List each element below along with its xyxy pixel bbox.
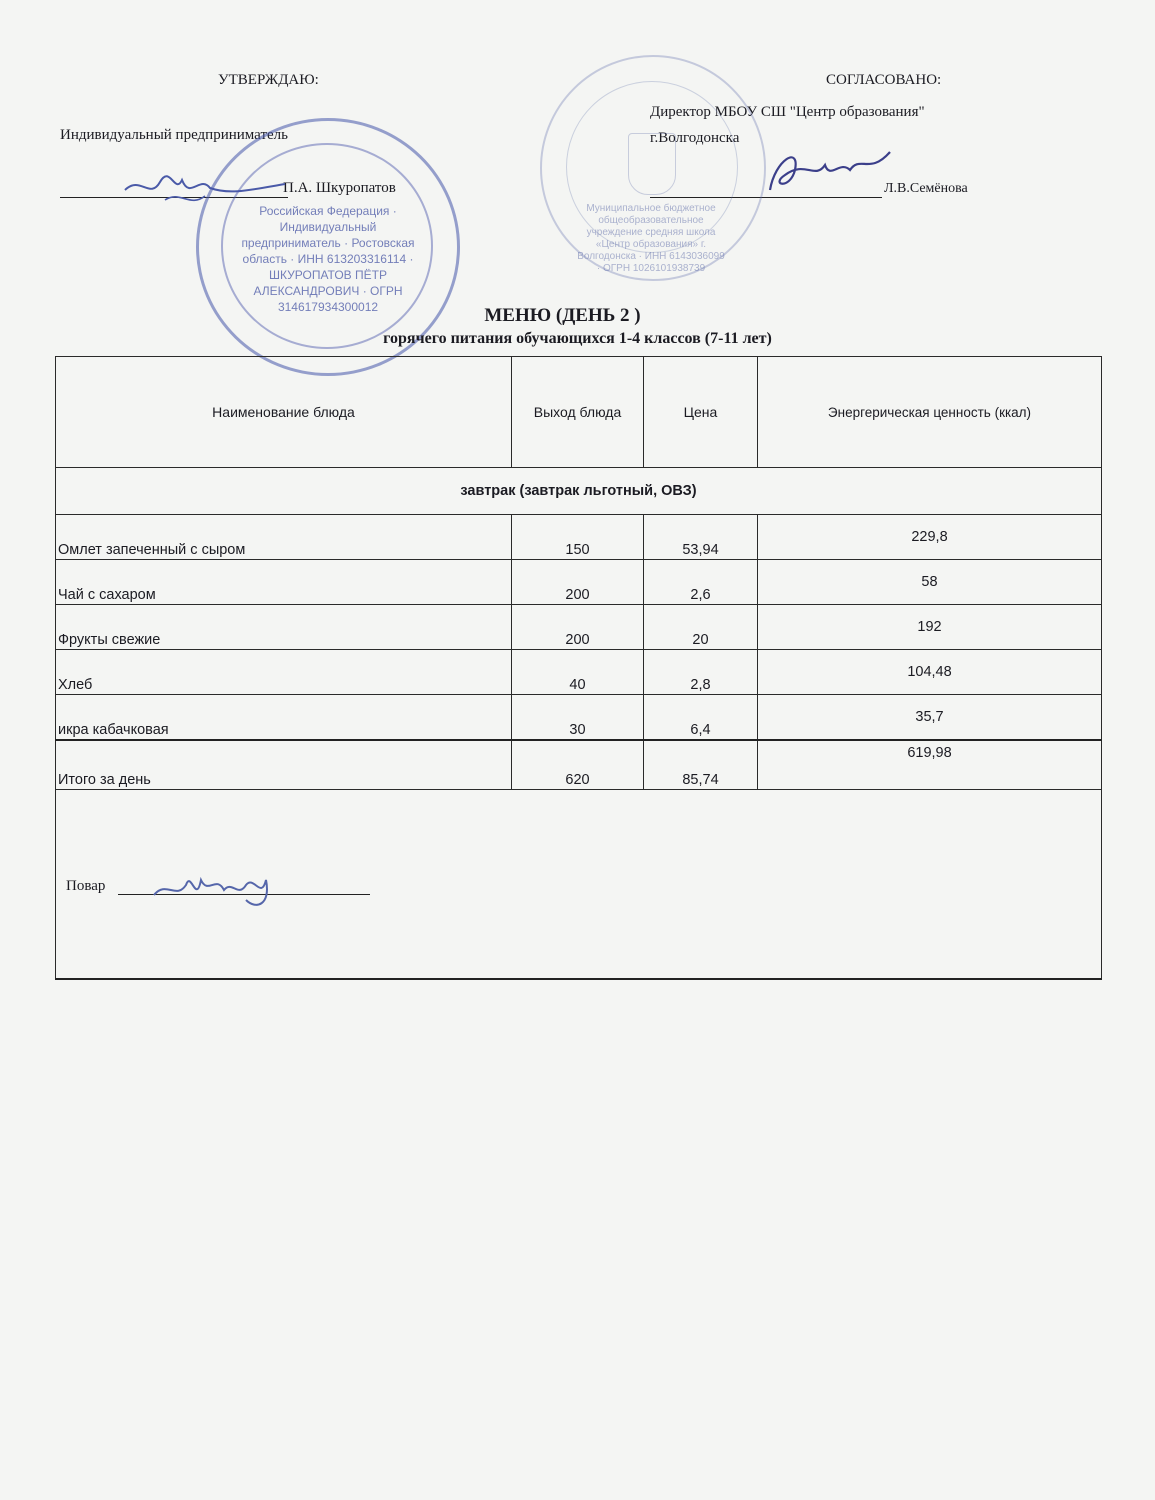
approve-name: П.А. Шкуропатов [283,180,396,196]
footer-row [56,790,1102,980]
document-title: МЕНЮ (ДЕНЬ 2 ) [484,305,641,326]
dish-name: икра кабачковая [56,695,512,741]
total-energy: 619,98 [758,740,1102,790]
dish-name: Чай с сахаром [56,560,512,605]
dish-energy: 35,7 [758,695,1102,741]
approve-role: Индивидуальный предприниматель [60,127,288,143]
dish-output: 150 [512,515,644,560]
dish-price: 2,8 [644,650,758,695]
left-stamp-text: Российская Федерация · Индивидуальный предприниматель · Ростовская область · ИНН 613203316114 · ШКУРОПАТОВ ПЁТР АЛЕКСАНДРОВИЧ · ОГРН 314617934300012 [241,204,415,314]
dish-energy: 104,48 [758,650,1102,695]
header-energy: Энергерическая ценность (ккал) [758,357,1102,468]
cook-signature [146,860,296,915]
dish-energy: 229,8 [758,515,1102,560]
header-price: Цена [644,357,758,468]
dish-price: 2,6 [644,560,758,605]
dish-energy: 192 [758,605,1102,650]
footer-cell [56,790,1102,980]
agree-signature [760,140,900,205]
header-output: Выход блюда [512,357,644,468]
dish-energy: 58 [758,560,1102,605]
table-header-row [56,357,1102,468]
cook-label: Повар [66,878,106,894]
table-row [56,515,1102,560]
dish-output: 30 [512,695,644,741]
table-row [56,605,1102,650]
dish-output: 200 [512,560,644,605]
document-subtitle: горячего питания обучающихся 1-4 классов (7-11 лет) [383,330,772,347]
agree-city: г.Волгодонска [650,130,740,146]
right-stamp-text: Муниципальное бюджетное общеобразовательное учреждение средняя школа «Центр образования» г. Волгодонска · ИНН 6143036099 · ОГРН 1026101938739 [577,203,725,274]
agree-role: Директор МБОУ СШ "Центр образования" [650,104,925,120]
header-dish-name: Наименование блюда [56,357,512,468]
dish-name: Фрукты свежие [56,605,512,650]
total-price: 85,74 [644,740,758,790]
dish-price: 53,94 [644,515,758,560]
dish-output: 200 [512,605,644,650]
agree-name: Л.В.Семёнова [884,181,968,196]
dish-output: 40 [512,650,644,695]
total-row [56,740,1102,790]
table-row [56,560,1102,605]
approve-signature [120,160,290,220]
dish-name: Хлеб [56,650,512,695]
right-stamp [540,55,766,281]
table-row [56,650,1102,695]
section-label: завтрак (завтрак льготный, ОВЗ) [56,468,1102,515]
dish-name: Омлет запеченный с сыром [56,515,512,560]
approve-heading: УТВЕРЖДАЮ: [218,72,319,88]
table-row [56,695,1102,741]
total-output: 620 [512,740,644,790]
dish-price: 6,4 [644,695,758,741]
dish-price: 20 [644,605,758,650]
menu-table [55,356,1102,980]
section-row [56,468,1102,515]
agree-heading: СОГЛАСОВАНО: [826,72,942,88]
total-label: Итого за день [56,740,512,790]
